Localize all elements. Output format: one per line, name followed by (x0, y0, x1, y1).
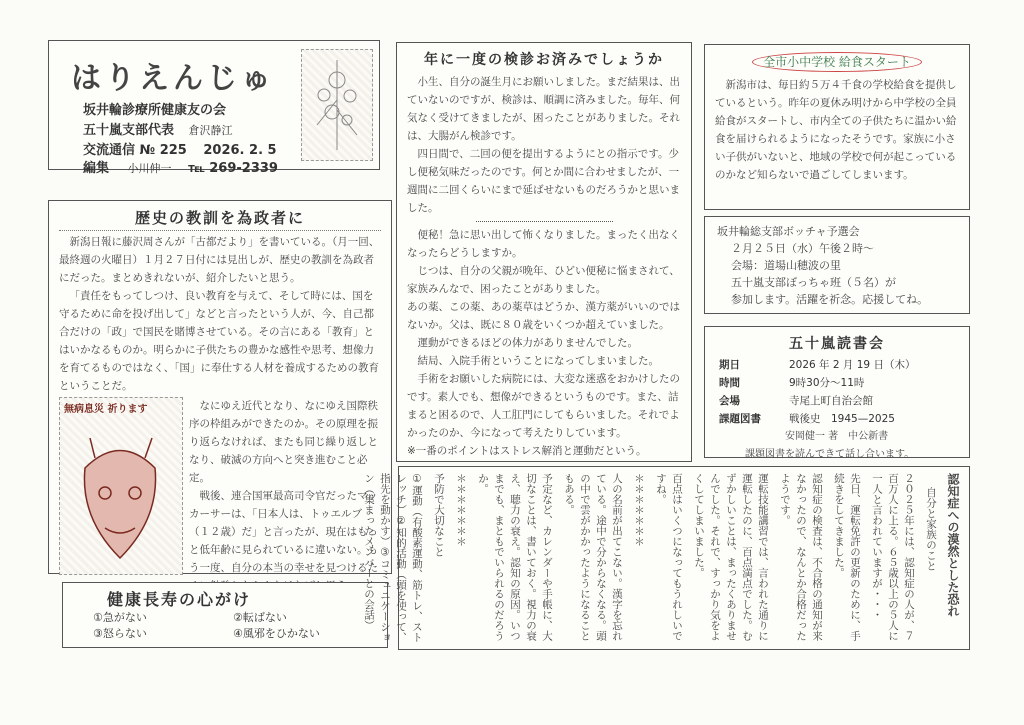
lunch-text: 新潟市は、毎日約５万４千食の学校給食を提供しているという。昨年の夏休み明けから中学校の全員給食がスタートし、市内全ての子供たちに温かい給食を届けられるようになったそうです。家族に小さい子供がいないと、地域の学校で何が起こっているのかなど知らないで過ごしてしまいます。 (715, 79, 957, 181)
phone-number: ℡ 269-2339 (188, 161, 278, 176)
editor-name: 小川伸一 (127, 162, 172, 175)
checkup-paragraph: 運動ができるほどの体力がありませんでした。 (417, 337, 638, 349)
bocce-line: 五十嵐支部ぼっちゃ班（５名）が (731, 276, 896, 289)
bocce-line: ２月２５日（水）午後２時〜 (731, 242, 874, 255)
health-item: ③怒らない (93, 627, 147, 640)
reading-club (704, 326, 970, 458)
checkup-note: ※一番のポイントはストレス解消と運動だという。 (407, 445, 647, 457)
dementia-column: 予防で大切なこと (433, 473, 445, 557)
reading-row: 課題図書 戦後史 1945—2025 (719, 413, 895, 425)
oni-mask-icon (60, 398, 182, 574)
checkup-paragraph: 結局、入院手術ということになってしまいました。 (417, 355, 659, 367)
dementia-column: ①運動（有酸素運動、筋トレ、ストレッチ）②知的活動（頭を使って、指先を動かす）③コミュニケーション（集まったメンバーとの会話） (363, 473, 423, 643)
dementia-article (363, 466, 970, 650)
dementia-column: 人の名前が出てこない。漢字を忘れている。途中で分からなくなる。頭の中で雲がかかったようになることもある。 (563, 473, 623, 641)
bocce-line: 坂井輪総支部ボッチャ予選会 (717, 225, 860, 238)
history-article (48, 200, 392, 574)
history-paragraph: なにゆえ近代となり、なにゆえ国際秩序の枠組みができたのか。その原理を振り返らなければ、またも同じ繰り返しとなり、破滅の方向へと突き進むこと必定。 (189, 400, 378, 484)
dementia-column: ２０２５年には、認知症の人が、７百万人に上る。６５歳以上の５人に一人と言われていますが・・・ (871, 473, 915, 641)
health-item: ②転ばない (233, 611, 287, 624)
history-paragraph: 新潟日報に藤沢周さんが「古都だより」を書いている。（月一回、最終週の火曜日）１月２７日付には見出しが、歴史の教訓を為政者にだった。まとめきれないが、紹介したいと思う。 (59, 236, 380, 284)
flower-icon (302, 50, 372, 160)
issue-number: 交流通信 № 225 (83, 143, 187, 158)
issue-date: 2026. 2. 5 (203, 143, 277, 158)
checkup-article (396, 42, 692, 462)
dementia-column: ＊＊＊＊＊＊＊ (633, 473, 645, 547)
editor-label: 編集 (83, 161, 110, 176)
health-box (62, 582, 388, 648)
school-lunch-article (704, 44, 970, 210)
bocce-line: 参加します。活躍を祈念。応援してね。 (731, 293, 929, 306)
dementia-column: 百点はいくつになってもうれしいですね。 (655, 473, 683, 641)
dementia-column: 先日、運転免許の更新のために、手続きをしてきました。 (833, 473, 861, 641)
lunch-title: 全市小中学校 給食スタート (752, 52, 922, 72)
history-title: 歴史の教訓を為政者に (59, 207, 381, 231)
masthead (48, 40, 380, 176)
reading-row: 時間 9時30分〜11時 (719, 377, 865, 389)
bocce-line: 会場：道場山穂波の里 (731, 259, 841, 272)
dementia-column: 自分と家族のこと (925, 487, 937, 571)
checkup-paragraph: 小生、自分の誕生月にお願いしました。まだ結果は、出ていないのですが、検診は、順調に済みました。毎年、何気なく受けてきましたが、困ったことがありました。それは、大腸がん検診です。 (407, 76, 680, 142)
history-paragraph: 戦後、連合国軍最高司令官だったマッカーサーは、「日本人は、トゥエルブ（１２歳）だ」と言ったが、現在はもっと低年齢に見られているに違いない。もう一度、自分の本当の幸せを見つけるた (189, 490, 378, 574)
reading-row: 期日 2026 年 2 月 19 日（木） (719, 359, 916, 371)
org-name: 坂井輪診療所健康友の会 (83, 103, 227, 118)
history-paragraph: 「責任をもってしつけ、良い教育を与えて、そして時には、国を守るために命を投げ出して」などと言ったという人が、今、自己都合だけの「政」で国民を賭博させている。その言にある「教育」とはいかなるものか。明らかに子供たちの豊かな感性や思考、想像力を育てるものではなく、「国」に奉仕する人材を養成するための教育ということだ。 (59, 290, 380, 392)
divider (476, 221, 613, 222)
acacia-illustration (301, 49, 373, 161)
dementia-column: ＊＊＊＊＊＊＊ (455, 473, 467, 547)
oni-mask-illustration (59, 397, 183, 575)
dementia-title: 認知症への漠然とした恐れ (946, 473, 960, 617)
masthead-title: はりえんじゅ (71, 61, 275, 96)
checkup-paragraph: 便秘！急に思い出して怖くなりました。まったく出なくなったらどうしますか。 (407, 229, 680, 259)
bocce-announcement (704, 216, 970, 314)
reading-note: 課題図書を読んできて話し合います。 (745, 449, 915, 460)
rep-name: 倉沢静江 (188, 124, 233, 137)
checkup-paragraph: あの薬、この薬、あの薬草はどうか、漢方薬がいいのではないか。父は、既に８０歳をいくつか超えていました。 (407, 301, 680, 331)
dementia-column: 運転技能講習では、言われた通りに運転したのに、百点満点でした。むずかしいことは、まったくありませんでした。それで、すっかり気をよくしてしまいました。 (693, 473, 769, 641)
checkup-paragraph: じつは、自分の父親が晩年、ひどい便秘に悩まされて、家族みんなで、困ったことがありました。 (407, 265, 680, 295)
dementia-column: 予定など、カレンダーや手帳に、大切なことは、書いておく。視力の衰え、聴力の衰え。認知の原因。いつまでも、まともでいられるのだろうか。 (477, 473, 553, 641)
checkup-paragraph: 手術をお願いした病院には、大変な迷惑をおかけしたのです。素人でも、想像ができるというものです。また、詰まると困るので、人工肛門にしてもらいました。それでよかったのか、今になって考えたりしています。 (407, 373, 680, 439)
art-caption: 無病息災 祈ります (64, 404, 148, 415)
reading-title: 五十嵐読書会 (789, 336, 885, 352)
checkup-title: 年に一度の検診お済みでしょうか (424, 52, 664, 68)
dementia-column: 認知症の検査は、不合格の通知が来なかったので、なんとか合格だったようです。 (779, 473, 823, 641)
reading-row: 会場 寺尾上町自治会館 (719, 395, 873, 407)
health-item: ④風邪をひかない (233, 627, 320, 640)
reading-author: 安岡健一 著 中公新書 (785, 431, 889, 442)
health-item: ①急がない (93, 611, 147, 624)
checkup-paragraph: 四日間で、二回の便を提出するようにとの指示です。少し便秘気味だったのです。何とか間に合わせましたが、一週間に二回くらいにまで延ばせないものだろうかと思いました。 (407, 148, 680, 214)
health-title: 健康長寿の心がけ (107, 590, 252, 609)
rep-label: 五十嵐支部代表 (83, 123, 175, 138)
